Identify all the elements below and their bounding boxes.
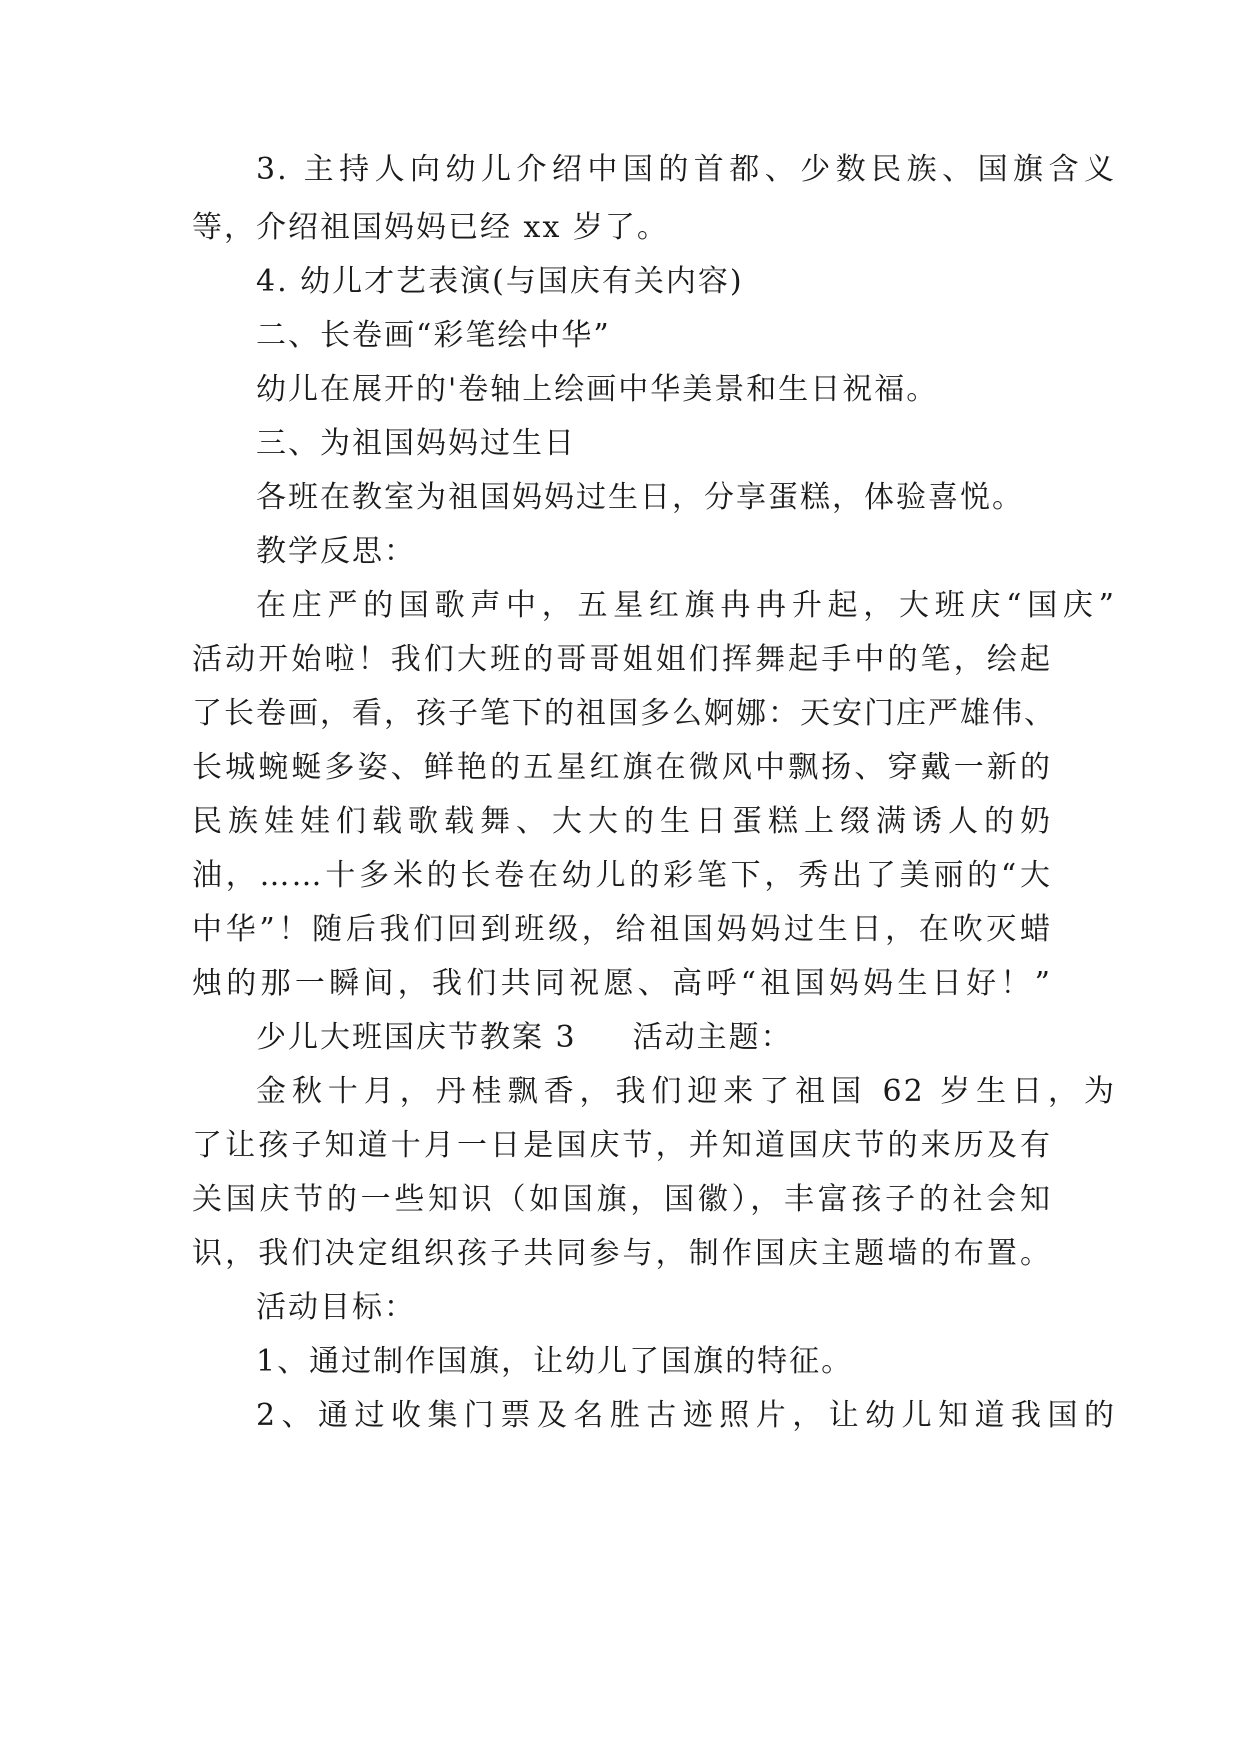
- section-heading: 活动主题：: [632, 1020, 793, 1055]
- paragraph-line: 识，我们决定组织孩子共同参与，制作国庆主题墙的布置。: [192, 1236, 1052, 1271]
- paragraph-line: 关国庆节的一些知识（如国旗，国徽），丰富孩子的社会知: [192, 1182, 1052, 1217]
- paragraph-line: 了让孩子知道十月一日是国庆节，并知道国庆节的来历及有: [192, 1128, 1052, 1163]
- document-title-line: [256, 1018, 1116, 1058]
- paragraph-line: 等，介绍祖国妈妈已经 xx 岁了。: [192, 210, 669, 245]
- list-item: 1、通过制作国旗，让幼儿了国旗的特征。: [256, 1344, 854, 1379]
- paragraph-line: 活动开始啦！我们大班的哥哥姐姐们挥舞起手中的笔，绘起: [192, 642, 1052, 677]
- paragraph-line: 长城蜿蜒多姿、鲜艳的五星红旗在微风中飘扬、穿戴一新的: [192, 750, 1052, 785]
- paragraph-line: 4. 幼儿才艺表演(与国庆有关内容): [256, 264, 744, 299]
- section-heading: 教学反思：: [256, 534, 416, 569]
- paragraph-line: 各班在教室为祖国妈妈过生日，分享蛋糕，体验喜悦。: [256, 480, 1024, 515]
- paragraph-line: 金秋十月，丹桂飘香，我们迎来了祖国 62 岁生日，为: [256, 1074, 1116, 1109]
- section-heading: 活动目标：: [256, 1290, 416, 1325]
- paragraph-line: 中华”！随后我们回到班级，给祖国妈妈过生日，在吹灭蜡: [192, 912, 1052, 947]
- paragraph-line: 幼儿在展开的'卷轴上绘画中华美景和生日祝福。: [256, 372, 939, 407]
- section-heading: 二、长卷画“彩笔绘中华”: [256, 318, 611, 353]
- paragraph-line: 3. 主持人向幼儿介绍中国的首都、少数民族、国旗含义: [256, 152, 1116, 187]
- paragraph-line: 了长卷画，看，孩子笔下的祖国多么婀娜：天安门庄严雄伟、: [192, 696, 1056, 731]
- list-item: 2、通过收集门票及名胜古迹照片，让幼儿知道我国的: [256, 1398, 1116, 1433]
- paragraph-line: 烛的那一瞬间，我们共同祝愿、高呼“祖国妈妈生日好！”: [192, 966, 1052, 1001]
- paragraph-line: 在庄严的国歌声中，五星红旗冉冉升起，大班庆“国庆”: [256, 588, 1116, 623]
- paragraph-line: 油，……十多米的长卷在幼儿的彩笔下，秀出了美丽的“大: [192, 858, 1052, 893]
- document-title: 少儿大班国庆节教案 3: [256, 1020, 577, 1055]
- paragraph-line: 民族娃娃们载歌载舞、大大的生日蛋糕上缀满诱人的奶: [192, 804, 1052, 839]
- section-heading: 三、为祖国妈妈过生日: [256, 426, 576, 461]
